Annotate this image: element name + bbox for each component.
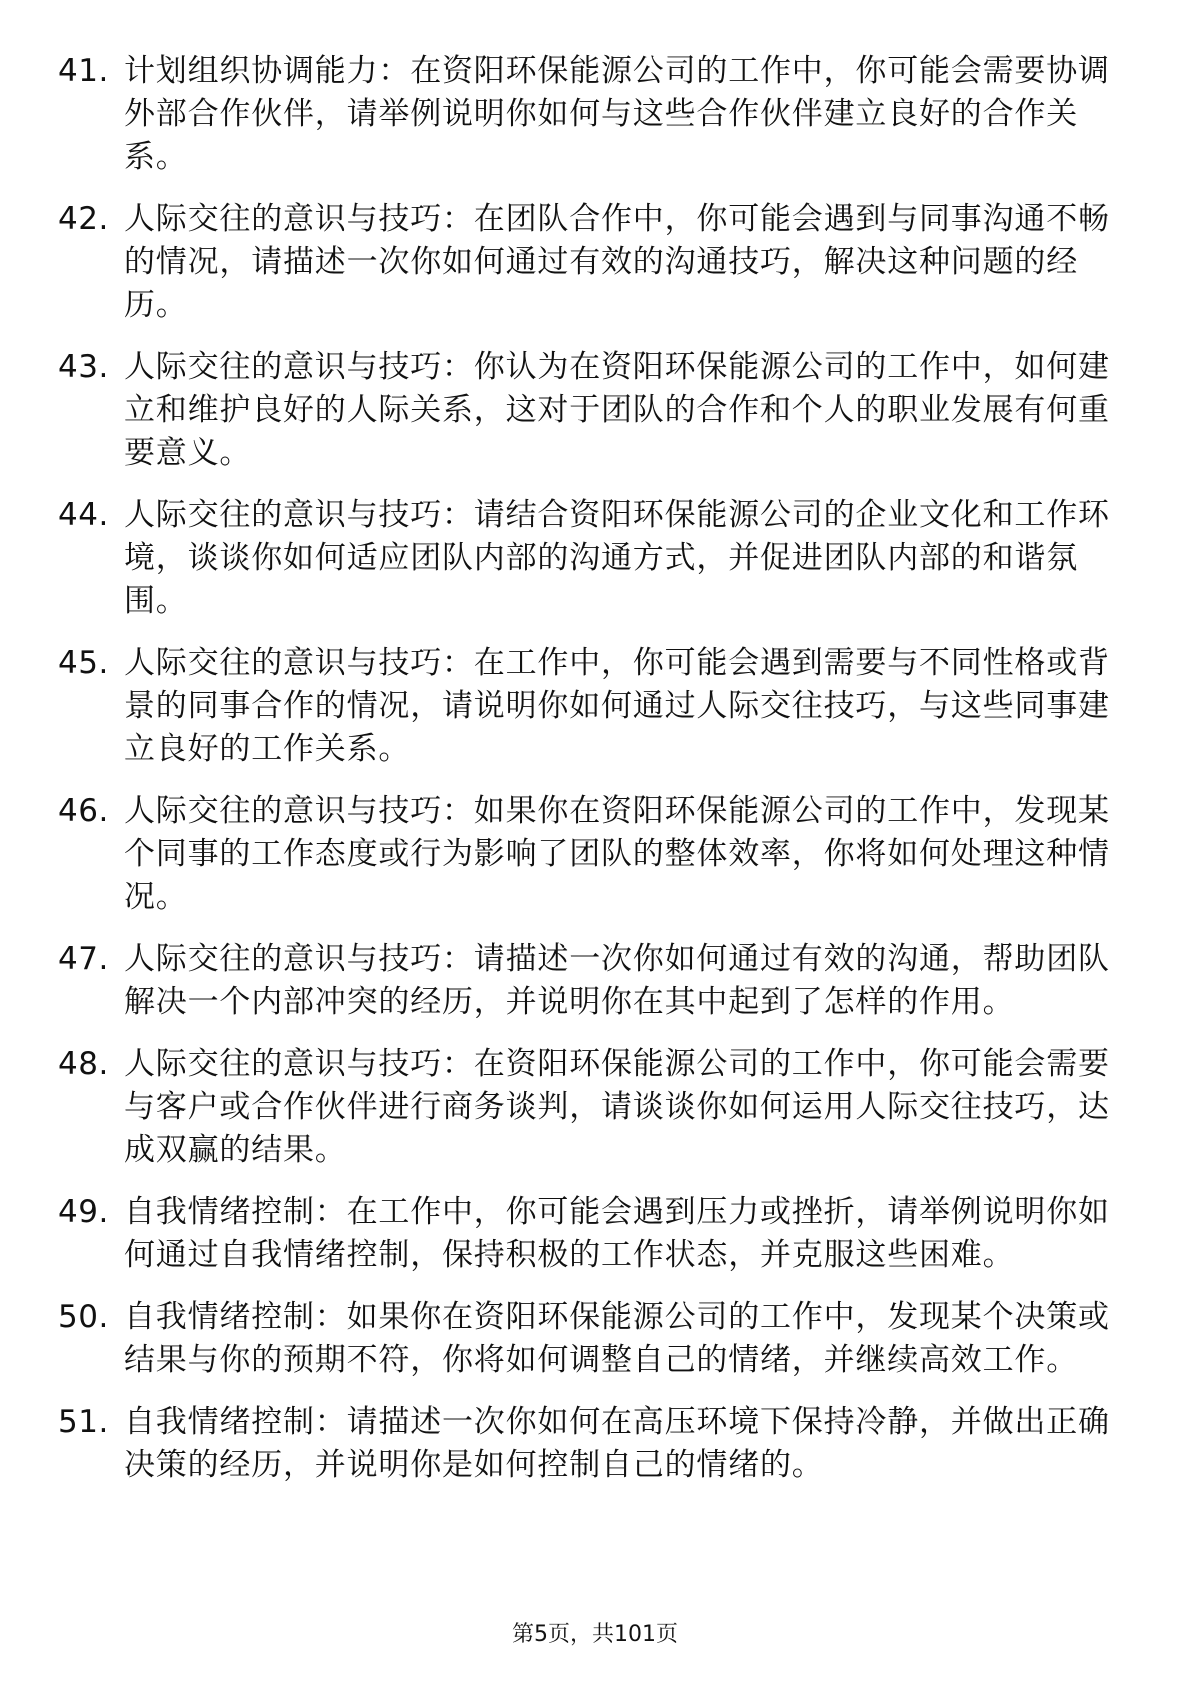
question-text: 人际交往的意识与技巧：请结合资阳环保能源公司的企业文化和工作环境，谈谈你如何适应团队内部的沟通方式，并促进团队内部的和谐氛围。 bbox=[124, 497, 1110, 619]
question-item-48 bbox=[58, 1043, 1138, 1172]
question-item-44 bbox=[58, 494, 1138, 623]
question-number: 43. bbox=[58, 349, 109, 385]
question-text: 人际交往的意识与技巧：在工作中，你可能会遇到需要与不同性格或背景的同事合作的情况，请说明你如何通过人际交往技巧，与这些同事建立良好的工作关系。 bbox=[124, 645, 1110, 767]
question-text: 人际交往的意识与技巧：请描述一次你如何通过有效的沟通，帮助团队解决一个内部冲突的经历，并说明你在其中起到了怎样的作用。 bbox=[124, 941, 1110, 1020]
question-item-41 bbox=[58, 50, 1138, 179]
question-number: 45. bbox=[58, 645, 109, 681]
question-text: 人际交往的意识与技巧：如果你在资阳环保能源公司的工作中，发现某个同事的工作态度或行为影响了团队的整体效率，你将如何处理这种情况。 bbox=[124, 793, 1110, 915]
question-number: 50. bbox=[58, 1299, 109, 1335]
question-number: 46. bbox=[58, 793, 109, 829]
question-item-45 bbox=[58, 642, 1138, 771]
question-item-46 bbox=[58, 790, 1138, 919]
question-list bbox=[58, 50, 1138, 1506]
page-number-label: 第5页，共101页 bbox=[512, 1622, 678, 1647]
question-item-42 bbox=[58, 198, 1138, 327]
question-number: 42. bbox=[58, 201, 109, 237]
page-footer bbox=[0, 1620, 1190, 1650]
question-number: 47. bbox=[58, 941, 109, 977]
question-text: 自我情绪控制：如果你在资阳环保能源公司的工作中，发现某个决策或结果与你的预期不符，你将如何调整自己的情绪，并继续高效工作。 bbox=[124, 1299, 1110, 1378]
question-number: 49. bbox=[58, 1194, 109, 1230]
question-number: 44. bbox=[58, 497, 109, 533]
question-text: 自我情绪控制：请描述一次你如何在高压环境下保持冷静，并做出正确决策的经历，并说明你是如何控制自己的情绪的。 bbox=[124, 1404, 1110, 1483]
question-number: 41. bbox=[58, 53, 109, 89]
question-text: 人际交往的意识与技巧：你认为在资阳环保能源公司的工作中，如何建立和维护良好的人际关系，这对于团队的合作和个人的职业发展有何重要意义。 bbox=[124, 349, 1110, 471]
question-number: 51. bbox=[58, 1404, 109, 1440]
question-text: 人际交往的意识与技巧：在团队合作中，你可能会遇到与同事沟通不畅的情况，请描述一次你如何通过有效的沟通技巧，解决这种问题的经历。 bbox=[124, 201, 1110, 323]
question-number: 48. bbox=[58, 1046, 109, 1082]
question-text: 自我情绪控制：在工作中，你可能会遇到压力或挫折，请举例说明你如何通过自我情绪控制，保持积极的工作状态，并克服这些困难。 bbox=[124, 1194, 1110, 1273]
question-item-43 bbox=[58, 346, 1138, 475]
question-text: 人际交往的意识与技巧：在资阳环保能源公司的工作中，你可能会需要与客户或合作伙伴进行商务谈判，请谈谈你如何运用人际交往技巧，达成双赢的结果。 bbox=[124, 1046, 1110, 1168]
question-item-51 bbox=[58, 1401, 1138, 1487]
question-text: 计划组织协调能力：在资阳环保能源公司的工作中，你可能会需要协调外部合作伙伴，请举例说明你如何与这些合作伙伴建立良好的合作关系。 bbox=[124, 53, 1110, 175]
question-item-49 bbox=[58, 1191, 1138, 1277]
question-item-50 bbox=[58, 1296, 1138, 1382]
question-item-47 bbox=[58, 938, 1138, 1024]
